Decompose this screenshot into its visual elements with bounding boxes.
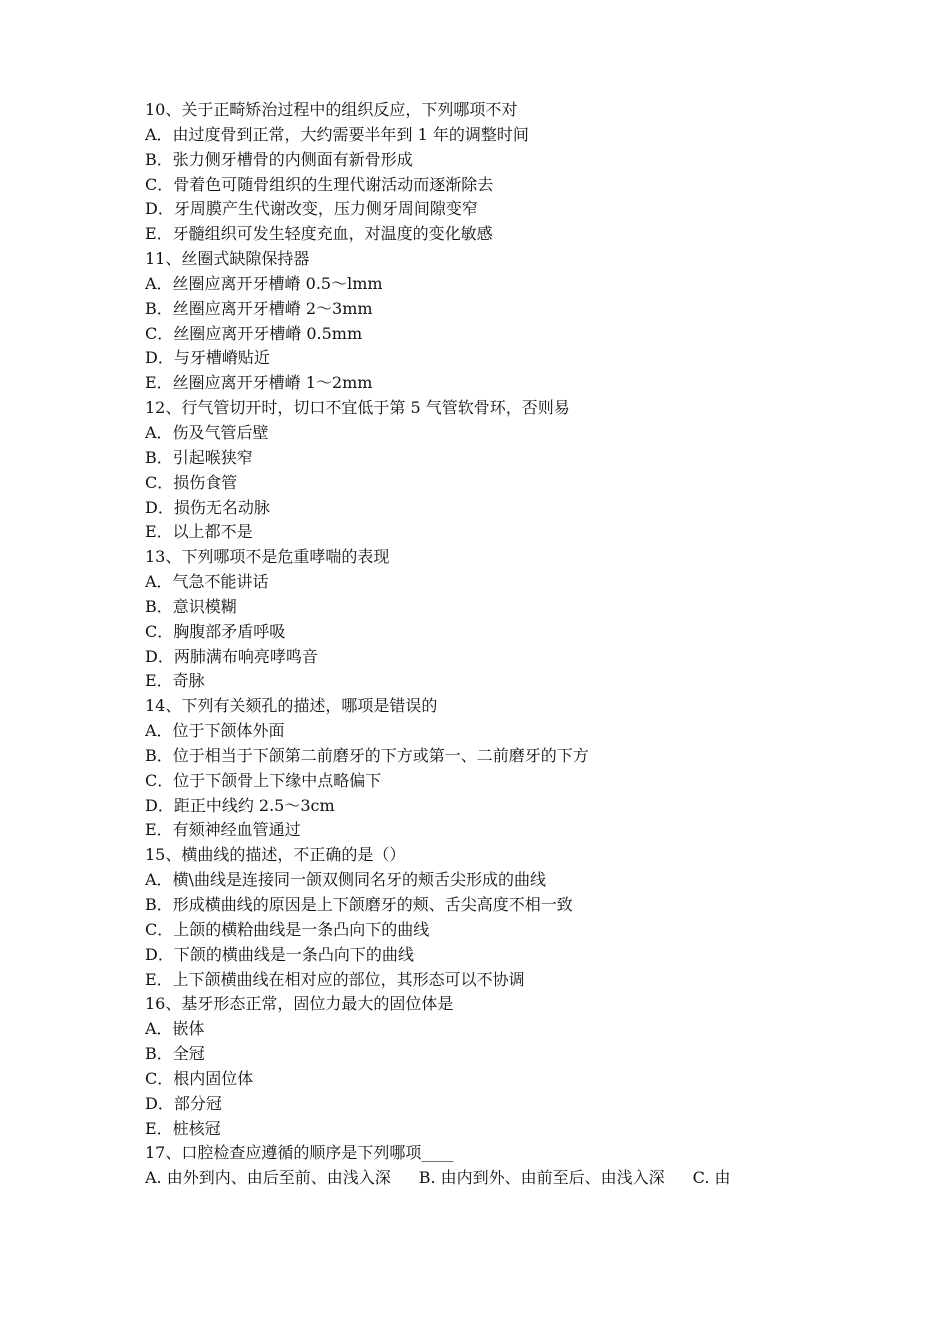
option-c: C．位于下颌骨上下缘中点略偏下 [145,770,382,790]
option-d: D．下颌的横曲线是一条凸向下的曲线 [145,944,414,964]
question-stem: 12、行气管切开时，切口不宜低于第 5 气管软骨环，否则易 [145,398,570,418]
option-b: B．张力侧牙槽骨的内侧面有新骨形成 [145,149,413,169]
option-b: B．位于相当于下颌第二前磨牙的下方或第一、二前磨牙的下方 [145,745,589,765]
question-stem: 10、关于正畸矫治过程中的组织反应，下列哪项不对 [145,100,518,119]
option-c: C．损伤食管 [145,472,238,492]
option-b: B．引起喉狭窄 [145,447,253,467]
option-b: B．丝圈应离开牙槽嵴 2～3mm [145,298,373,318]
option-d: D．两肺满布响亮哮鸣音 [145,646,318,666]
option-c: C．骨着色可随骨组织的生理代谢活动而逐渐除去 [145,174,494,194]
question-stem: 15、横曲线的描述，不正确的是（） [145,845,406,865]
question-stem: 17、口腔检查应遵循的顺序是下列哪项____ [145,1143,454,1163]
option-e: E．奇脉 [145,671,205,691]
option-a: A．横\曲线是连接同一颌双侧同名牙的颊舌尖形成的曲线 [145,870,546,890]
option-e: E．桩核冠 [145,1118,221,1138]
option-a: A. 由外到内、由后至前、由浅入深 [145,1168,391,1188]
question-stem: 11、丝圈式缺隙保持器 [145,249,310,269]
option-d: D．部分冠 [145,1093,222,1113]
option-c: C. 由 [692,1168,731,1188]
option-c: C．上颌的横粭曲线是一条凸向下的曲线 [145,919,430,939]
option-e: E．牙髓组织可发生轻度充血，对温度的变化敏感 [145,224,493,244]
option-c: C．丝圈应离开牙槽嵴 0.5mm [145,323,363,343]
question-stem: 16、基牙形态正常，固位力最大的固位体是 [145,994,454,1014]
question-stem: 14、下列有关颏孔的描述，哪项是错误的 [145,696,438,716]
option-d: D．牙周膜产生代谢改变，压力侧牙周间隙变窄 [145,199,478,219]
option-d: D．距正中线约 2.5～3cm [145,795,335,815]
option-b: B. 由内到外、由前至后、由浅入深 [418,1168,665,1188]
document-page [145,98,825,1191]
option-a: A．位于下颌体外面 [145,721,285,741]
option-b: B．意识模糊 [145,596,237,616]
inline-options-row [145,1166,825,1191]
option-d: D．与牙槽嵴贴近 [145,348,270,368]
option-a: A．嵌体 [145,1019,205,1039]
option-c: C．根内固位体 [145,1068,254,1088]
option-e: E．上下颌横曲线在相对应的部位，其形态可以不协调 [145,969,525,989]
option-a: A．由过度骨到正常，大约需要半年到 1 年的调整时间 [145,124,529,144]
option-a: A．丝圈应离开牙槽嵴 0.5～lmm [145,273,383,293]
option-b: B．全冠 [145,1044,205,1064]
option-a: A．气急不能讲话 [145,572,269,592]
option-e: E．有颏神经血管通过 [145,820,301,840]
option-c: C．胸腹部矛盾呼吸 [145,621,286,641]
option-d: D．损伤无名动脉 [145,497,270,517]
option-e: E．丝圈应离开牙槽嵴 1～2mm [145,373,373,393]
option-a: A．伤及气管后壁 [145,422,269,442]
option-e: E．以上都不是 [145,522,253,542]
question-stem: 13、下列哪项不是危重哮喘的表现 [145,547,390,567]
option-b: B．形成横曲线的原因是上下颌磨牙的颊、舌尖高度不相一致 [145,895,573,914]
